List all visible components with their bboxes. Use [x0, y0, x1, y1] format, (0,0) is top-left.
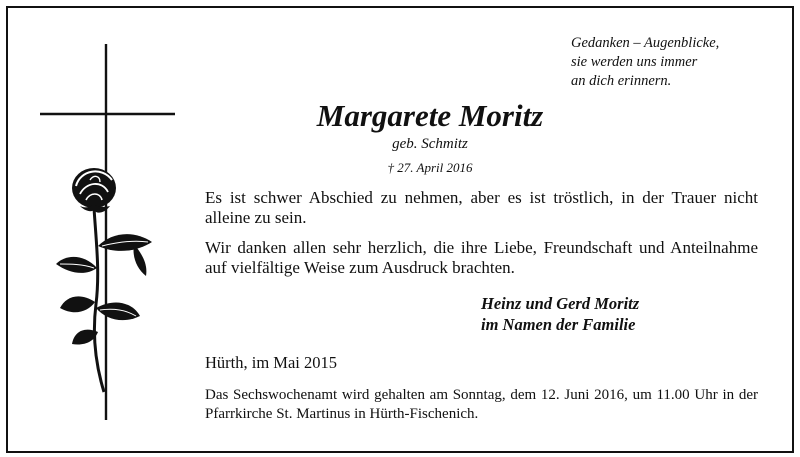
place-and-date: Hürth, im Mai 2015: [205, 353, 337, 372]
thank-you-message: [205, 188, 758, 288]
quote-line: sie werden uns immer: [571, 54, 698, 70]
rose-icon: [56, 168, 152, 392]
service-announcement: Das Sechswochenamt wird gehalten am Sonntag, dem 12. Juni 2016, um 11.00 Uhr in der Pfarrkirche St. Martinus in Hürth-Fischenich.: [205, 387, 758, 422]
signature-names: Heinz und Gerd Moritz: [481, 294, 640, 313]
death-date: † 27. April 2016: [387, 160, 473, 175]
message-paragraph: Wir danken allen sehr herzlich, die ihre Liebe, Freundschaft und Anteilnahme auf vielfältige Weise zum Ausdruck brachten.: [205, 238, 758, 277]
memorial-quote: [571, 34, 781, 91]
deceased-name: Margarete Moritz: [316, 98, 544, 133]
quote-line: an dich erinnern.: [571, 73, 672, 89]
maiden-name: geb. Schmitz: [392, 136, 468, 152]
cross-and-rose: [30, 40, 180, 430]
quote-line: Gedanken – Augenblicke,: [571, 35, 720, 51]
message-paragraph: Es ist schwer Abschied zu nehmen, aber es ist tröstlich, in der Trauer nicht alleine zu sein.: [205, 188, 758, 227]
signature-block: [481, 293, 771, 335]
signature-note: im Namen der Familie: [481, 315, 636, 334]
cross-icon: [40, 44, 175, 420]
